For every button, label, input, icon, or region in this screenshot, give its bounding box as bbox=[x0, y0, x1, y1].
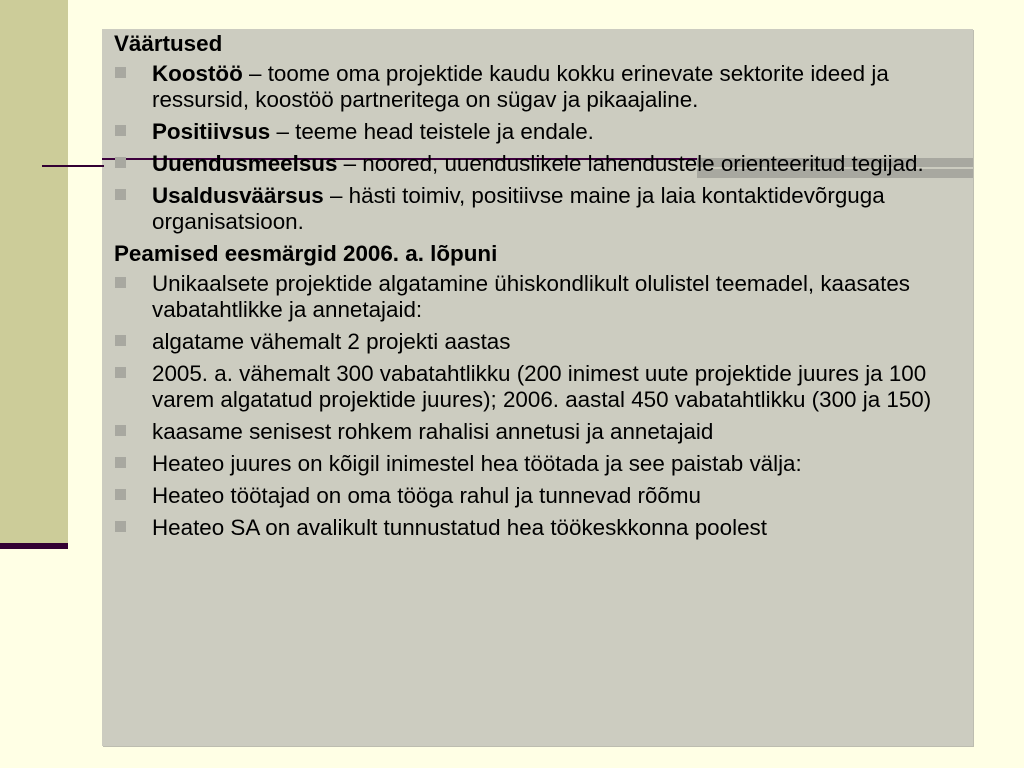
left-decor-underline bbox=[0, 543, 68, 549]
value-text: – noored, uuenduslikele lahendustele orienteeritud tegijad. bbox=[337, 151, 924, 176]
value-item bbox=[114, 151, 959, 177]
goal-item bbox=[114, 271, 959, 323]
value-term: Uuendusmeelsus bbox=[152, 151, 338, 176]
square-bullet-icon bbox=[115, 425, 126, 436]
value-term: Koostöö bbox=[152, 61, 243, 86]
goal-item bbox=[114, 483, 959, 509]
square-bullet-icon bbox=[115, 521, 126, 532]
value-text: – hästi toimiv, positiivse maine ja laia kontaktidevõrguga organisatsioon. bbox=[152, 183, 885, 234]
value-text: – toome oma projektide kaudu kokku erinevate sektorite ideed ja ressursid, koostöö partneritega on sügav ja pikaajaline. bbox=[152, 61, 889, 112]
square-bullet-icon bbox=[115, 489, 126, 500]
goal-item bbox=[114, 361, 959, 413]
goal-text: Unikaalsete projektide algatamine ühiskondlikult olulistel teemadel, kaasates vabatahtlikke ja annetajaid: bbox=[152, 271, 910, 322]
left-decor-band bbox=[0, 0, 68, 544]
goal-text: 2005. a. vähemalt 300 vabatahtlikku (200 inimest uute projektide juures ja 100 varem algatatud projektide juures); 2006. aastal 450 vabatahtlikku (300 ja 150) bbox=[152, 361, 932, 412]
goal-item bbox=[114, 419, 959, 445]
goal-item bbox=[114, 329, 959, 355]
values-list bbox=[114, 61, 959, 235]
square-bullet-icon bbox=[115, 277, 126, 288]
square-bullet-icon bbox=[115, 67, 126, 78]
goals-list bbox=[114, 271, 959, 541]
values-heading: Väärtused bbox=[114, 31, 223, 56]
goal-text: algatame vähemalt 2 projekti aastas bbox=[152, 329, 511, 354]
square-bullet-icon bbox=[115, 457, 126, 468]
goal-item bbox=[114, 515, 959, 541]
value-item bbox=[114, 183, 959, 235]
goals-heading: Peamised eesmärgid 2006. a. lõpuni bbox=[114, 241, 498, 266]
goal-text: Heateo juures on kõigil inimestel hea töötada ja see paistab välja: bbox=[152, 451, 802, 476]
value-term: Positiivsus bbox=[152, 119, 271, 144]
value-term: Usaldusväärsus bbox=[152, 183, 324, 208]
square-bullet-icon bbox=[115, 125, 126, 136]
goal-text: Heateo SA on avalikult tunnustatud hea töökeskkonna poolest bbox=[152, 515, 767, 540]
value-item bbox=[114, 119, 959, 145]
square-bullet-icon bbox=[115, 367, 126, 378]
slide-body bbox=[114, 31, 959, 547]
goal-item bbox=[114, 451, 959, 477]
square-bullet-icon bbox=[115, 157, 126, 168]
square-bullet-icon bbox=[115, 189, 126, 200]
title-rule-left bbox=[42, 165, 104, 167]
goal-text: Heateo töötajad on oma tööga rahul ja tunnevad rõõmu bbox=[152, 483, 701, 508]
goal-text: kaasame senisest rohkem rahalisi annetusi ja annetajaid bbox=[152, 419, 714, 444]
value-item bbox=[114, 61, 959, 113]
value-text: – teeme head teistele ja endale. bbox=[270, 119, 594, 144]
square-bullet-icon bbox=[115, 335, 126, 346]
